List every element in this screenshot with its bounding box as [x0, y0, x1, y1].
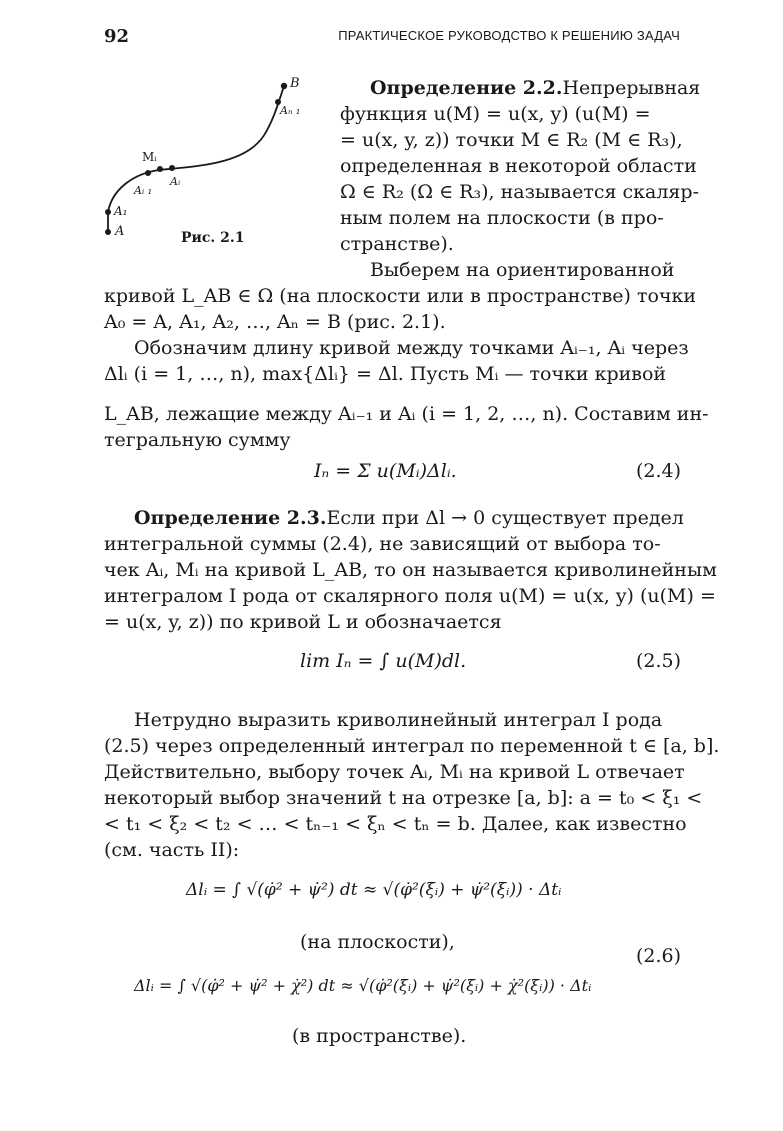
equation-2-6-number: (2.6): [636, 945, 682, 967]
equation-2-6-space-note: (в пространстве).: [292, 1025, 467, 1047]
curve-diagram: [104, 72, 334, 252]
equation-2-4: Iₙ = Σ u(Mᵢ)Δlᵢ.: [314, 460, 457, 482]
p2-line-1: Обозначим длину кривой между точками Aᵢ₋₁, Aᵢ через: [134, 337, 689, 359]
def23-line-3: чек Aᵢ, Mᵢ на кривой L_AB, то он называется криволинейным: [104, 559, 717, 581]
def22-title: Определение 2.2.: [370, 77, 563, 99]
def22-line-7: странстве).: [340, 233, 454, 255]
def23-line-4: интегралом I рода от скалярного поля u(M) = u(x, y) (u(M) =: [104, 585, 716, 607]
p1-line-2: кривой L_AB ∈ Ω (на плоскости или в пространстве) точки: [104, 285, 697, 307]
point-b: [281, 83, 287, 89]
label-ai-1: Aᵢ ₁: [134, 184, 153, 197]
point-ai: [169, 165, 175, 171]
p3-line-6: (см. часть II):: [104, 839, 240, 861]
label-mi: Mᵢ: [142, 150, 157, 164]
equation-2-5: lim Iₙ = ∫ u(M)dl.: [300, 650, 467, 672]
def22-text-1: Непрерывная: [562, 77, 701, 99]
point-a: [105, 229, 111, 235]
def22-line-1: [370, 76, 701, 100]
p3-line-2: (2.5) через определенный интеграл по переменной t ∈ [a, b].: [104, 735, 720, 757]
def22-line-4: определенная в некоторой области: [340, 155, 697, 177]
label-ai: Aᵢ: [170, 175, 181, 188]
label-b: B: [290, 76, 300, 91]
equation-2-4-number: (2.4): [636, 460, 682, 482]
equation-2-5-number: (2.5): [636, 650, 682, 672]
p3-line-1: Нетрудно выразить криволинейный интеграл I рода: [134, 709, 663, 731]
p3-line-3: Действительно, выбору точек Aᵢ, Mᵢ на кривой L отвечает: [104, 761, 685, 783]
p1-line-1: Выберем на ориентированной: [370, 259, 675, 281]
label-a: A: [115, 224, 125, 239]
p3-line-4: некоторый выбор значений t на отрезке [a, b]: a = t₀ < ξ₁ <: [104, 787, 703, 809]
p2-line-3: L_AB, лежащие между Aᵢ₋₁ и Aᵢ (i = 1, 2, …, n). Составим ин-: [104, 403, 709, 425]
running-title: ПРАКТИЧЕСКОЕ РУКОВОДСТВО К РЕШЕНИЮ ЗАДАЧ: [338, 28, 680, 43]
def23-line-2: интегральной суммы (2.4), не зависящий от выбора то-: [104, 533, 661, 555]
point-mi: [157, 166, 163, 172]
def22-line-2: функция u(M) = u(x, y) (u(M) =: [340, 103, 651, 125]
def23-title: Определение 2.3.: [134, 507, 327, 529]
figure-curve: [104, 72, 334, 252]
p1-line-3: A₀ = A, A₁, A₂, …, Aₙ = B (рис. 2.1).: [104, 311, 446, 333]
point-a1: [105, 209, 111, 215]
figure-caption: Рис. 2.1: [181, 230, 245, 246]
def23-text-1: Если при Δl → 0 существует предел: [326, 507, 684, 529]
p2-line-4: тегральную сумму: [104, 429, 291, 451]
def22-line-3: = u(x, y, z)) точки M ∈ R₂ (M ∈ R₃),: [340, 129, 683, 151]
def23-line-1: [134, 506, 684, 530]
page-header: [104, 26, 680, 48]
equation-2-6-space: Δlᵢ = ∫ √(φ̇² + ψ̇² + χ̇²) dt ≈ √(φ̇²(ξᵢ) + ψ̇²(ξᵢ) + χ̇²(ξᵢ)) · Δtᵢ: [134, 976, 592, 995]
p2-line-2: Δlᵢ (i = 1, …, n), max{Δlᵢ} = Δl. Пусть Mᵢ — точки кривой: [104, 363, 667, 385]
page-number: 92: [104, 26, 130, 47]
label-an-1: Aₙ ₁: [280, 104, 301, 117]
def23-line-5: = u(x, y, z)) по кривой L и обозначается: [104, 611, 502, 633]
p3-line-5: < t₁ < ξ₂ < t₂ < … < tₙ₋₁ < ξₙ < tₙ = b. Далее, как известно: [104, 813, 687, 835]
point-ai-1: [145, 170, 151, 176]
equation-2-6-plane-note: (на плоскости),: [300, 931, 455, 953]
equation-2-6-plane: Δlᵢ = ∫ √(φ̇² + ψ̇²) dt ≈ √(φ̇²(ξᵢ) + ψ̇²(ξᵢ)) · Δtᵢ: [186, 880, 562, 900]
def22-line-6: ным полем на плоскости (в про-: [340, 207, 664, 229]
label-a1: A₁: [114, 204, 128, 218]
def22-line-5: Ω ∈ R₂ (Ω ∈ R₃), называется скаляр-: [340, 181, 699, 203]
